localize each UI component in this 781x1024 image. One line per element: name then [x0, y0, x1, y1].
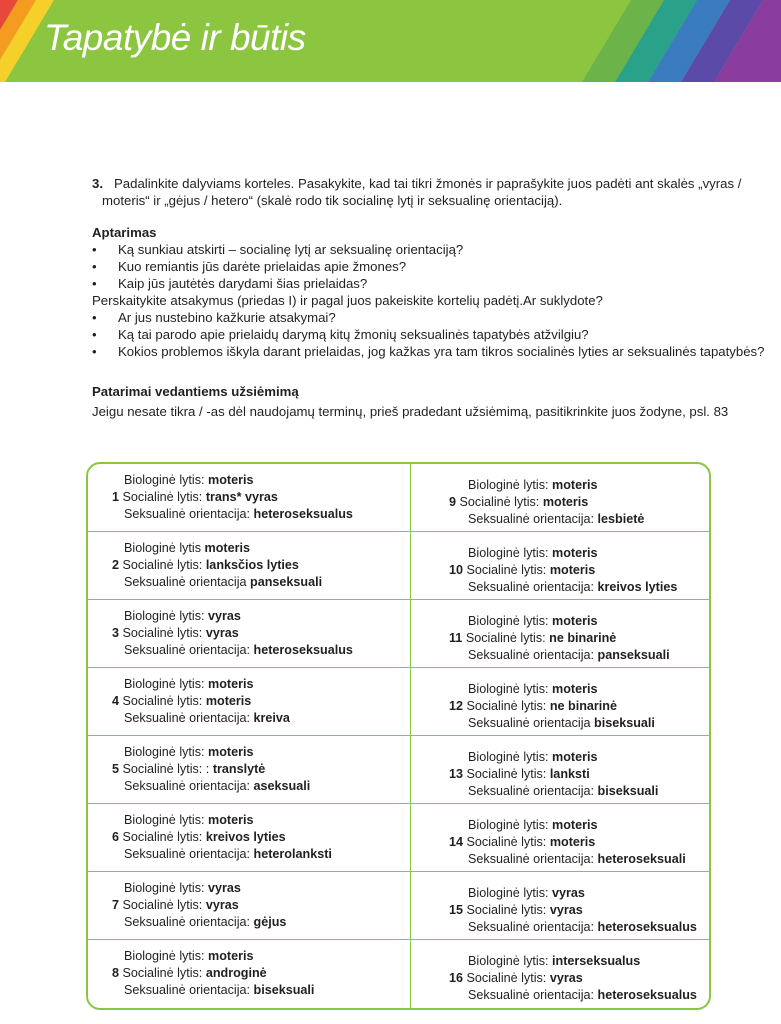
step-3-line-1: Padalinkite dalyviams korteles. Pasakykite, kad tai tikri žmonės ir paprašykite juos padėti ant skalės „vyras / — [114, 176, 742, 191]
bio-value: moteris — [208, 473, 254, 487]
bio-label: Biologinė lytis: — [468, 682, 549, 696]
identity-card — [411, 600, 711, 667]
list-item: • Kaip jūs jautėtės darydami šias prielaidas? — [92, 275, 772, 292]
bio-value: interseksualus — [552, 954, 641, 968]
card-number: 3 — [112, 626, 120, 640]
card-number: 15 — [449, 903, 464, 917]
sex-value: heteroseksualus — [597, 988, 697, 1002]
bio-label: Biologinė lytis — [124, 541, 202, 555]
sex-value: gėjus — [253, 915, 287, 929]
sex-value: panseksuali — [250, 575, 323, 589]
bio-label: Biologinė lytis: — [468, 818, 549, 832]
card-number: 8 — [112, 966, 120, 980]
bio-value: moteris — [552, 546, 598, 560]
soc-value: moteris — [549, 835, 596, 849]
soc-value: moteris — [205, 694, 252, 708]
sex-label: Seksualinė orientacija: — [468, 988, 595, 1002]
identity-card — [88, 600, 408, 667]
sex-label: Seksualinė orientacija: — [468, 784, 595, 798]
sex-value: heteroseksualus — [597, 920, 697, 934]
tips-heading: Patarimai vedantiems užsiėmimą — [92, 384, 299, 399]
card-number: 12 — [449, 699, 464, 713]
sex-value: biseksuali — [597, 784, 659, 798]
discussion-questions-list — [92, 241, 772, 292]
bio-value: moteris — [208, 677, 254, 691]
soc-label: Socialinė lytis: — [122, 558, 203, 572]
card-number: 4 — [112, 694, 120, 708]
sex-label: Seksualinė orientacija: — [468, 512, 595, 526]
sex-value: heteroseksualus — [253, 643, 353, 657]
list-item: • Kuo remiantis jūs darėte prielaidas apie žmones? — [92, 258, 772, 275]
soc-label: Socialinė lytis: : — [122, 762, 210, 776]
tips-text: Jeigu nesate tikra / -as dėl naudojamų terminų, prieš pradedant užsiėmimą, pasitikrinkite juos žodyne, psl. 83 — [92, 404, 729, 419]
bio-label: Biologinė lytis: — [124, 473, 205, 487]
card-number: 2 — [112, 558, 120, 572]
identity-card — [411, 668, 711, 735]
sex-label: Seksualinė orientacija: — [124, 779, 251, 793]
card-number: 6 — [112, 830, 120, 844]
soc-value: translytė — [212, 762, 266, 776]
card-number: 7 — [112, 898, 120, 912]
bio-value: moteris — [208, 949, 254, 963]
identity-card — [411, 804, 711, 871]
step-number: 3. — [92, 176, 103, 191]
bio-value: vyras — [208, 881, 241, 895]
card-number: 1 — [112, 490, 120, 504]
list-item: • Ką tai parodo apie prielaidų darymą kitų žmonių seksualinės tapatybės atžvilgiu? — [92, 326, 772, 343]
bio-label: Biologinė lytis: — [124, 813, 205, 827]
identity-card — [411, 736, 711, 803]
sex-label: Seksualinė orientacija: — [124, 983, 251, 997]
bio-value: moteris — [552, 750, 598, 764]
soc-label: Socialinė lytis: — [122, 830, 203, 844]
bio-label: Biologinė lytis: — [468, 750, 549, 764]
sex-label: Seksualinė orientacija: — [124, 643, 251, 657]
identity-card — [88, 464, 408, 531]
step-3-paragraph — [92, 175, 752, 209]
bio-label: Biologinė lytis: — [124, 677, 205, 691]
soc-label: Socialinė lytis: — [122, 694, 203, 708]
sex-value: heterolanksti — [253, 847, 332, 861]
bio-label: Biologinė lytis: — [468, 614, 549, 628]
identity-card — [411, 872, 711, 939]
soc-value: moteris — [549, 563, 596, 577]
soc-label: Socialinė lytis: — [122, 490, 203, 504]
bio-value: moteris — [552, 478, 598, 492]
identity-cards-grid — [86, 462, 711, 1010]
soc-value: ne binarinė — [549, 699, 617, 713]
discussion-heading: Aptarimas — [92, 225, 157, 240]
soc-value: vyras — [205, 898, 239, 912]
soc-value: lanksčios lyties — [205, 558, 299, 572]
list-item: • Kokios problemos iškyla darant prielaidas, jog kažkas yra tam tikros socialinės lyties ar seksualinės tapatybės? — [92, 343, 772, 360]
identity-card — [88, 872, 408, 939]
list-item: • Ar jus nustebino kažkurie atsakymai? — [92, 309, 772, 326]
soc-label: Socialinė lytis: — [466, 903, 547, 917]
sex-value: kreiva — [253, 711, 290, 725]
card-number: 16 — [449, 971, 464, 985]
sex-label: Seksualinė orientacija: — [468, 580, 595, 594]
identity-card — [411, 464, 711, 531]
soc-label: Socialinė lytis: — [466, 563, 547, 577]
soc-label: Socialinė lytis: — [466, 699, 547, 713]
bio-label: Biologinė lytis: — [468, 546, 549, 560]
sex-label: Seksualinė orientacija: — [468, 852, 595, 866]
sex-label: Seksualinė orientacija: — [468, 920, 595, 934]
sex-label: Seksualinė orientacija: — [468, 648, 595, 662]
soc-value: ne binarinė — [549, 631, 617, 645]
soc-label: Socialinė lytis: — [466, 835, 547, 849]
identity-card — [88, 736, 408, 803]
bio-value: moteris — [552, 682, 598, 696]
soc-value: moteris — [542, 495, 589, 509]
identity-card — [411, 940, 711, 1007]
list-item: • Ką sunkiau atskirti – socialinę lytį ar seksualinę orientaciją? — [92, 241, 772, 258]
bio-value: moteris — [552, 614, 598, 628]
soc-label: Socialinė lytis: — [122, 966, 203, 980]
bio-label: Biologinė lytis: — [468, 478, 549, 492]
card-number: 14 — [449, 835, 464, 849]
bio-value: vyras — [208, 609, 241, 623]
identity-card — [88, 532, 408, 599]
soc-value: trans* vyras — [205, 490, 278, 504]
sex-value: heteroseksualus — [253, 507, 353, 521]
identity-card — [88, 668, 408, 735]
sex-value: heteroseksuali — [597, 852, 686, 866]
sex-label: Seksualinė orientacija: — [124, 507, 251, 521]
card-number: 5 — [112, 762, 120, 776]
bio-label: Biologinė lytis: — [124, 745, 205, 759]
soc-value: kreivos lyties — [205, 830, 286, 844]
discussion-section — [92, 224, 772, 360]
sex-value: panseksuali — [597, 648, 670, 662]
sex-value: lesbietė — [597, 512, 645, 526]
soc-label: Socialinė lytis: — [466, 767, 547, 781]
soc-value: vyras — [549, 903, 583, 917]
card-number: 11 — [449, 631, 463, 645]
page-title: Tapatybė ir būtis — [44, 17, 306, 58]
soc-label: Socialinė lytis: — [459, 495, 540, 509]
sex-value: biseksuali — [253, 983, 315, 997]
sex-label: Seksualinė orientacija: — [124, 915, 251, 929]
sex-value: aseksuali — [253, 779, 311, 793]
sex-value: kreivos lyties — [597, 580, 678, 594]
bio-value: moteris — [208, 813, 254, 827]
sex-value: biseksuali — [594, 716, 655, 730]
soc-label: Socialinė lytis: — [465, 631, 546, 645]
discussion-interlude: Perskaitykite atsakymus (priedas I) ir pagal juos pakeiskite kortelių padėtį.Ar suklydote? — [92, 293, 603, 308]
identity-card — [88, 940, 408, 1007]
identity-card — [411, 532, 711, 599]
bio-label: Biologinė lytis: — [124, 949, 205, 963]
bio-value: vyras — [552, 886, 585, 900]
soc-label: Socialinė lytis: — [122, 898, 203, 912]
bio-label: Biologinė lytis: — [468, 886, 549, 900]
bio-value: moteris — [552, 818, 598, 832]
bio-value: moteris — [208, 745, 254, 759]
soc-value: vyras — [549, 971, 583, 985]
card-number: 9 — [449, 495, 457, 509]
bio-value: moteris — [204, 541, 251, 555]
discussion-followup-list — [92, 309, 772, 360]
soc-value: androginė — [205, 966, 267, 980]
soc-label: Socialinė lytis: — [122, 626, 203, 640]
bio-label: Biologinė lytis: — [124, 881, 205, 895]
bio-label: Biologinė lytis: — [468, 954, 549, 968]
card-number: 10 — [449, 563, 464, 577]
soc-value: lanksti — [549, 767, 590, 781]
sex-label: Seksualinė orientacija — [468, 716, 591, 730]
step-3-line-2: moteris“ ir „gėjus / hetero“ (skalė rodo tik socialinę lytį ir seksualinę orientaciją). — [102, 193, 563, 208]
identity-card — [88, 804, 408, 871]
card-number: 13 — [449, 767, 464, 781]
soc-label: Socialinė lytis: — [466, 971, 547, 985]
sex-label: Seksualinė orientacija: — [124, 847, 251, 861]
header-banner — [0, 0, 781, 82]
sex-label: Seksualinė orientacija — [124, 575, 247, 589]
facilitator-tips-section — [92, 383, 772, 420]
soc-value: vyras — [205, 626, 239, 640]
sex-label: Seksualinė orientacija: — [124, 711, 251, 725]
bio-label: Biologinė lytis: — [124, 609, 205, 623]
